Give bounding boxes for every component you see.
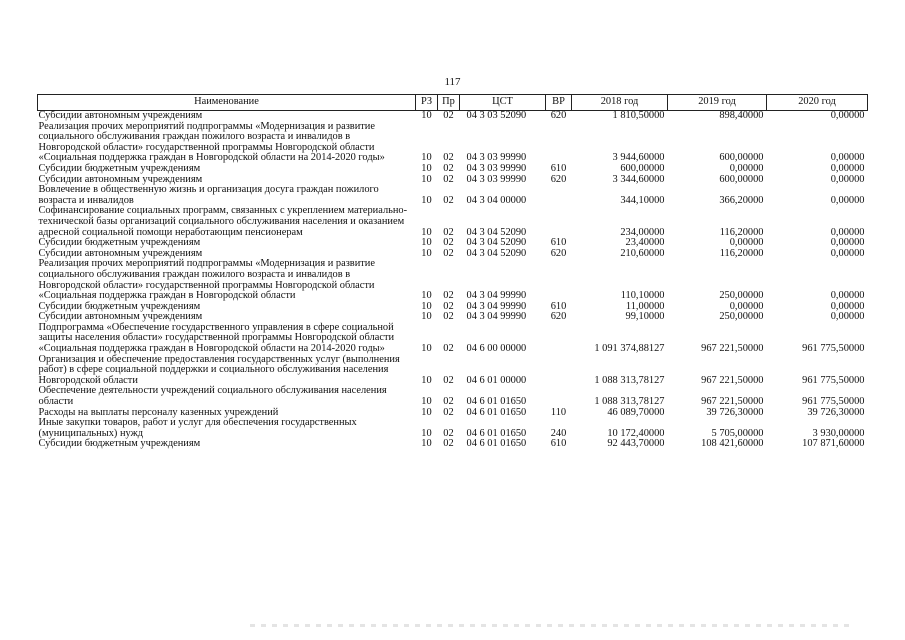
row-name: Софинансирование социальных программ, связанных с укреплением материально-технической базы организаций социального обслуживания населения и оказанием адресной социальной помощи неработающим пенсионерам (38, 205, 408, 238)
row-2019: 250,00000 (719, 311, 764, 323)
row-2018: 210,60000 (620, 247, 665, 259)
row-name: Обеспечение деятельности учреждений социального обслуживания населения области (38, 385, 387, 408)
row-2018: 23,40000 (625, 237, 665, 249)
row-cst: 04 3 04 99990 (466, 290, 527, 302)
row-pr: 02 (443, 226, 454, 238)
row-pr: 02 (443, 343, 454, 355)
row-2018: 46 089,70000 (607, 406, 665, 418)
row-2020: 3 930,00000 (812, 427, 865, 439)
row-2018: 3 344,60000 (612, 173, 665, 185)
row-name: Субсидии автономным учреждениям (38, 247, 203, 259)
row-2018: 10 172,40000 (607, 427, 665, 439)
row-2020: 0,00000 (830, 311, 865, 323)
row-2020: 0,00000 (830, 194, 865, 206)
row-2019: 0,00000 (729, 237, 764, 249)
row-rz: 10 (421, 194, 432, 206)
row-name: Субсидии бюджетным учреждениям (38, 300, 201, 312)
row-rz: 10 (421, 226, 432, 238)
table-row (38, 111, 868, 122)
row-rz: 10 (421, 438, 432, 450)
row-2019: 108 421,60000 (701, 438, 764, 450)
header-vr: ВР (546, 95, 572, 111)
row-cst: 04 3 03 99990 (466, 152, 527, 164)
row-pr: 02 (443, 110, 454, 121)
row-pr: 02 (443, 247, 454, 259)
row-rz: 10 (421, 162, 432, 174)
row-rz: 10 (421, 290, 432, 302)
row-rz: 10 (421, 311, 432, 323)
header-pr: Пр (438, 95, 460, 111)
row-rz: 10 (421, 152, 432, 164)
row-2020: 0,00000 (830, 152, 865, 164)
table-row (38, 439, 868, 450)
row-cst: 04 3 04 52090 (466, 247, 527, 259)
row-2020: 961 775,50000 (802, 396, 865, 408)
row-vr (546, 386, 572, 407)
row-pr: 02 (443, 162, 454, 174)
row-2018: 92 443,70000 (607, 438, 665, 450)
header-cst: ЦСТ (460, 95, 546, 111)
table-row (38, 418, 868, 439)
row-2018: 600,00000 (620, 162, 665, 174)
row-vr (546, 323, 572, 355)
row-name: Подпрограмма «Обеспечение государственного управления в сфере социальной защиты населения области» государственной программы Новгородской области «Социальная поддержка граждан в Новгородской области на 2014-2020 годы» (38, 321, 395, 355)
row-cst: 04 6 00 00000 (466, 343, 527, 355)
row-cst: 04 6 01 00000 (466, 374, 527, 386)
row-cst: 04 3 04 00000 (466, 194, 527, 206)
row-2020: 0,00000 (830, 300, 865, 312)
row-rz: 10 (421, 374, 432, 386)
row-pr: 02 (443, 290, 454, 302)
header-2018: 2018 год (572, 95, 668, 111)
row-2018: 11,00000 (625, 300, 665, 312)
row-2020: 961 775,50000 (802, 343, 865, 355)
row-name: Субсидии бюджетным учреждениям (38, 438, 201, 450)
row-2019: 898,40000 (719, 110, 764, 121)
row-vr: 110 (550, 406, 567, 418)
row-rz: 10 (421, 173, 432, 185)
row-pr: 02 (443, 406, 454, 418)
row-name: Субсидии бюджетным учреждениям (38, 237, 201, 249)
row-cst: 04 6 01 01650 (466, 406, 527, 418)
row-2018: 3 944,60000 (612, 152, 665, 164)
row-cst: 04 3 04 99990 (466, 311, 527, 323)
row-2020: 0,00000 (830, 237, 865, 249)
row-name: Реализация прочих мероприятий подпрограммы «Модернизация и развитие социального обслуживания граждан пожилого возраста и инвалидов в Новгородской области» государственной программы Новгородской области «Социальная поддержка граждан в Новгородской области (38, 258, 375, 302)
row-rz: 10 (421, 427, 432, 439)
header-name: Наименование (38, 95, 416, 111)
header-2019: 2019 год (668, 95, 767, 111)
row-2019: 600,00000 (719, 152, 764, 164)
row-2019: 5 705,00000 (711, 427, 764, 439)
row-rz: 10 (421, 396, 432, 408)
row-2020: 0,00000 (830, 290, 865, 302)
row-pr: 02 (443, 237, 454, 249)
row-cst: 04 3 03 52090 (466, 110, 527, 121)
row-rz: 10 (421, 110, 432, 121)
table-row (38, 185, 868, 206)
table-row (38, 323, 868, 355)
row-vr: 240 (550, 427, 567, 439)
row-2018: 344,10000 (620, 194, 665, 206)
row-2019: 116,20000 (719, 247, 764, 259)
row-2019: 967 221,50000 (701, 396, 764, 408)
table-row (38, 164, 868, 175)
row-2020: 107 871,60000 (802, 438, 865, 450)
row-vr: 620 (550, 110, 567, 121)
row-pr: 02 (443, 311, 454, 323)
row-2018: 99,10000 (625, 311, 665, 323)
scan-artifact (250, 624, 850, 627)
table-row (38, 355, 868, 387)
row-vr (546, 259, 572, 301)
row-rz: 10 (421, 237, 432, 249)
row-2019: 250,00000 (719, 290, 764, 302)
row-rz: 10 (421, 300, 432, 312)
page-number: 117 (444, 76, 461, 88)
row-pr: 02 (443, 300, 454, 312)
row-vr: 620 (550, 311, 567, 323)
row-name: Субсидии автономным учреждениям (38, 173, 203, 185)
row-vr: 610 (550, 300, 567, 312)
row-2019: 39 726,30000 (706, 406, 764, 418)
row-name: Субсидии автономным учреждениям (38, 311, 203, 323)
row-2018: 1 091 374,88127 (594, 343, 665, 355)
row-rz: 10 (421, 406, 432, 418)
row-vr (546, 122, 572, 164)
row-2019: 967 221,50000 (701, 374, 764, 386)
row-pr: 02 (443, 438, 454, 450)
table-header-row (38, 95, 868, 111)
row-cst: 04 6 01 01650 (466, 438, 527, 450)
row-name: Организация и обеспечение предоставления государственных услуг (выполнения работ) в сфере социальной поддержки и социального обслуживания населения Новгородской области (38, 353, 400, 386)
table-row (38, 259, 868, 301)
row-2019: 116,20000 (719, 226, 764, 238)
row-vr (546, 185, 572, 206)
row-2019: 0,00000 (729, 162, 764, 174)
row-cst: 04 6 01 01650 (466, 396, 527, 408)
row-vr: 610 (550, 438, 567, 450)
row-pr: 02 (443, 427, 454, 439)
row-name: Субсидии бюджетным учреждениям (38, 162, 201, 174)
row-name: Иные закупки товаров, работ и услуг для обеспечения государственных (муниципальных) нужд (38, 417, 357, 439)
table-row (38, 206, 868, 238)
row-2020: 0,00000 (830, 226, 865, 238)
row-2018: 110,10000 (620, 290, 665, 302)
row-name: Вовлечение в общественную жизнь и организация досуга граждан пожилого возраста и инвалидов (38, 184, 379, 206)
row-cst: 04 6 01 01650 (466, 427, 527, 439)
table-row (38, 386, 868, 407)
row-vr: 610 (550, 162, 567, 174)
row-vr: 620 (550, 173, 567, 185)
row-cst: 04 3 04 99990 (466, 300, 527, 312)
row-cst: 04 3 03 99990 (466, 162, 527, 174)
table-row (38, 122, 868, 164)
row-2020: 0,00000 (830, 247, 865, 259)
row-name: Субсидии автономным учреждениям (38, 110, 203, 121)
row-2018: 1 088 313,78127 (594, 396, 665, 408)
row-2020: 0,00000 (830, 162, 865, 174)
budget-table (37, 94, 868, 450)
row-pr: 02 (443, 152, 454, 164)
row-pr: 02 (443, 194, 454, 206)
row-name: Расходы на выплаты персоналу казенных учреждений (38, 406, 279, 418)
row-2018: 234,00000 (620, 226, 665, 238)
row-cst: 04 3 04 52090 (466, 226, 527, 238)
row-2018: 1 088 313,78127 (594, 374, 665, 386)
row-rz: 10 (421, 343, 432, 355)
row-2020: 961 775,50000 (802, 374, 865, 386)
row-cst: 04 3 04 52090 (466, 237, 527, 249)
row-name: Реализация прочих мероприятий подпрограммы «Модернизация и развитие социального обслуживания граждан пожилого возраста и инвалидов в Новгородской области» государственной программы Новгородской области «Социальная поддержка граждан в Новгородской области на 2014-2020 годы» (38, 120, 385, 164)
row-vr: 620 (550, 247, 567, 259)
row-2018: 1 810,50000 (612, 110, 665, 121)
row-vr (546, 206, 572, 238)
row-2019: 967 221,50000 (701, 343, 764, 355)
row-vr (546, 355, 572, 387)
row-2019: 0,00000 (729, 300, 764, 312)
header-2020: 2020 год (767, 95, 868, 111)
row-2020: 0,00000 (830, 173, 865, 185)
row-2020: 0,00000 (830, 110, 865, 121)
row-vr: 610 (550, 237, 567, 249)
row-pr: 02 (443, 173, 454, 185)
row-pr: 02 (443, 374, 454, 386)
row-2019: 366,20000 (719, 194, 764, 206)
row-rz: 10 (421, 247, 432, 259)
row-2020: 39 726,30000 (807, 406, 865, 418)
row-pr: 02 (443, 396, 454, 408)
row-cst: 04 3 03 99990 (466, 173, 527, 185)
header-rz: РЗ (416, 95, 438, 111)
row-2019: 600,00000 (719, 173, 764, 185)
